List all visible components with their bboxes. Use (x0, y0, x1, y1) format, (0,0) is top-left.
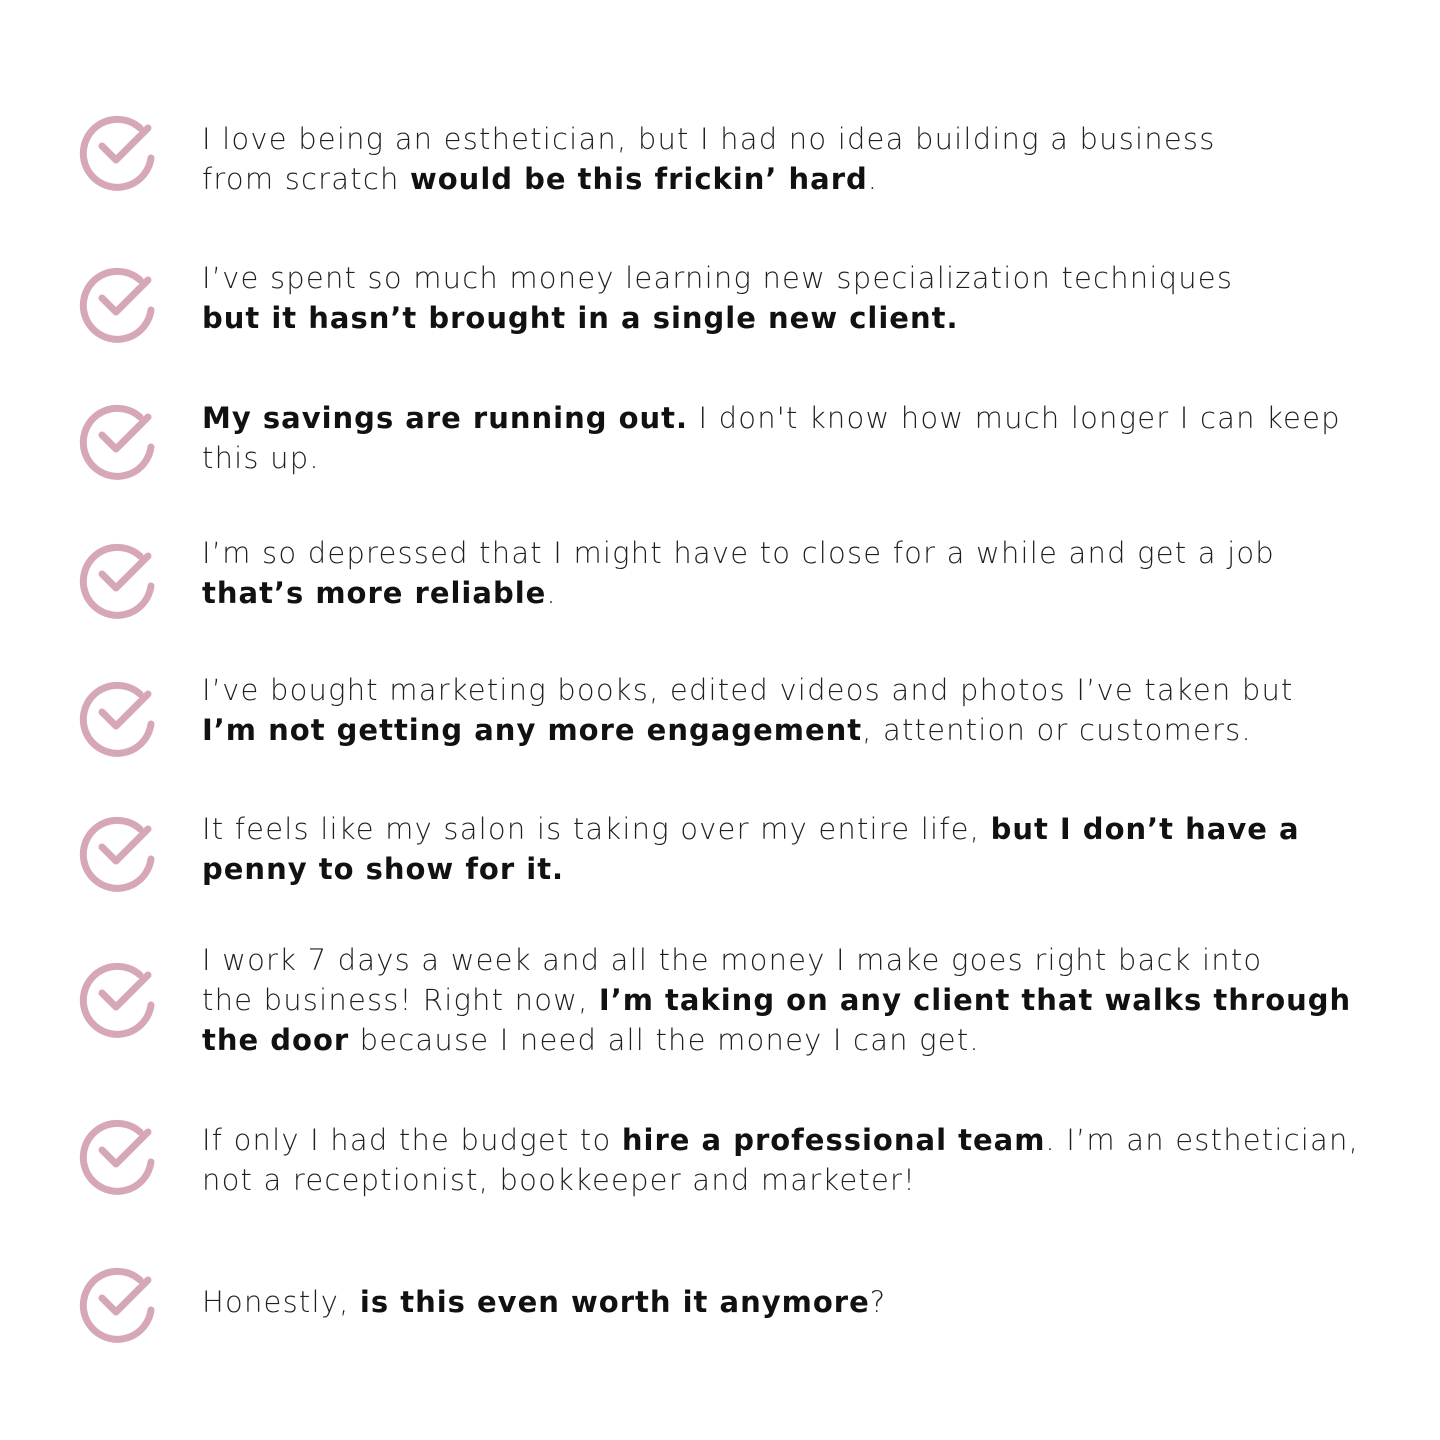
regular-text: . I’m an esthetician, (1045, 1123, 1360, 1157)
regular-text: Honestly, (202, 1285, 360, 1319)
bold-text: the door (202, 1023, 350, 1057)
text-line (202, 1160, 1382, 1200)
regular-text: from scratch (202, 162, 410, 196)
text-line (202, 1282, 1382, 1322)
text-line (202, 1120, 1382, 1160)
regular-text: , attention or customers. (862, 713, 1252, 747)
check-circle-icon (78, 1116, 158, 1196)
text-line (202, 119, 1382, 159)
checklist-item-text (202, 398, 1382, 478)
text-line (202, 533, 1382, 573)
checklist-item-text (202, 940, 1382, 1060)
regular-text: I work 7 days a week and all the money I make goes right back into (202, 943, 1263, 977)
bold-text: penny to show for it. (202, 852, 565, 886)
bold-text: that’s more reliable (202, 576, 547, 610)
regular-text: this up. (202, 441, 320, 475)
check-circle-icon (78, 264, 158, 344)
regular-text: I love being an esthetician, but I had no idea building a business (202, 122, 1216, 156)
checklist-item-text (202, 1120, 1382, 1200)
checklist-item-text (202, 809, 1382, 889)
regular-text: because I need all the money I can get. (349, 1023, 980, 1057)
bold-text: but I don’t have a (990, 812, 1300, 846)
bold-text: I’m not getting any more engagement (202, 713, 863, 747)
text-line (202, 258, 1382, 298)
regular-text: ? (869, 1285, 887, 1319)
bold-text: I’m taking on any client that walks through (598, 983, 1352, 1017)
bold-text: but it hasn’t brought in a single new client. (202, 301, 959, 335)
check-circle-icon (78, 813, 158, 893)
bold-text: is this even worth it anymore (359, 1285, 870, 1319)
text-line (202, 849, 1382, 889)
text-line (202, 809, 1382, 849)
bold-text: would be this frickin’ hard (409, 162, 868, 196)
checklist-item-text (202, 533, 1382, 613)
regular-text: the business! Right now, (202, 983, 599, 1017)
checklist-item-text (202, 258, 1382, 338)
regular-text: I don't know how much longer I can keep (688, 401, 1341, 435)
text-line (202, 980, 1382, 1020)
text-line (202, 438, 1382, 478)
text-line (202, 710, 1382, 750)
checklist-item-text (202, 1282, 1382, 1322)
checklist-item-text (202, 670, 1382, 750)
text-line (202, 1020, 1382, 1060)
bold-text: My savings are running out. (202, 401, 689, 435)
check-circle-icon (78, 1264, 158, 1344)
text-line (202, 298, 1382, 338)
regular-text: I’ve spent so much money learning new specialization techniques (202, 261, 1234, 295)
regular-text: I’m so depressed that I might have to close for a while and get a job (202, 536, 1275, 570)
text-line (202, 398, 1382, 438)
bold-text: hire a professional team (621, 1123, 1046, 1157)
text-line (202, 159, 1382, 199)
check-circle-icon (78, 540, 158, 620)
text-line (202, 940, 1382, 980)
regular-text: It feels like my salon is taking over my entire life, (202, 812, 991, 846)
check-circle-icon (78, 959, 158, 1039)
check-circle-icon (78, 678, 158, 758)
regular-text: . (546, 576, 557, 610)
regular-text: not a receptionist, bookkeeper and marketer! (202, 1163, 916, 1197)
checklist-item-text (202, 119, 1382, 199)
text-line (202, 573, 1382, 613)
text-line (202, 670, 1382, 710)
regular-text: If only I had the budget to (202, 1123, 622, 1157)
regular-text: I’ve bought marketing books, edited videos and photos I’ve taken but (202, 673, 1294, 707)
check-circle-icon (78, 112, 158, 192)
check-circle-icon (78, 401, 158, 481)
regular-text: . (867, 162, 879, 196)
